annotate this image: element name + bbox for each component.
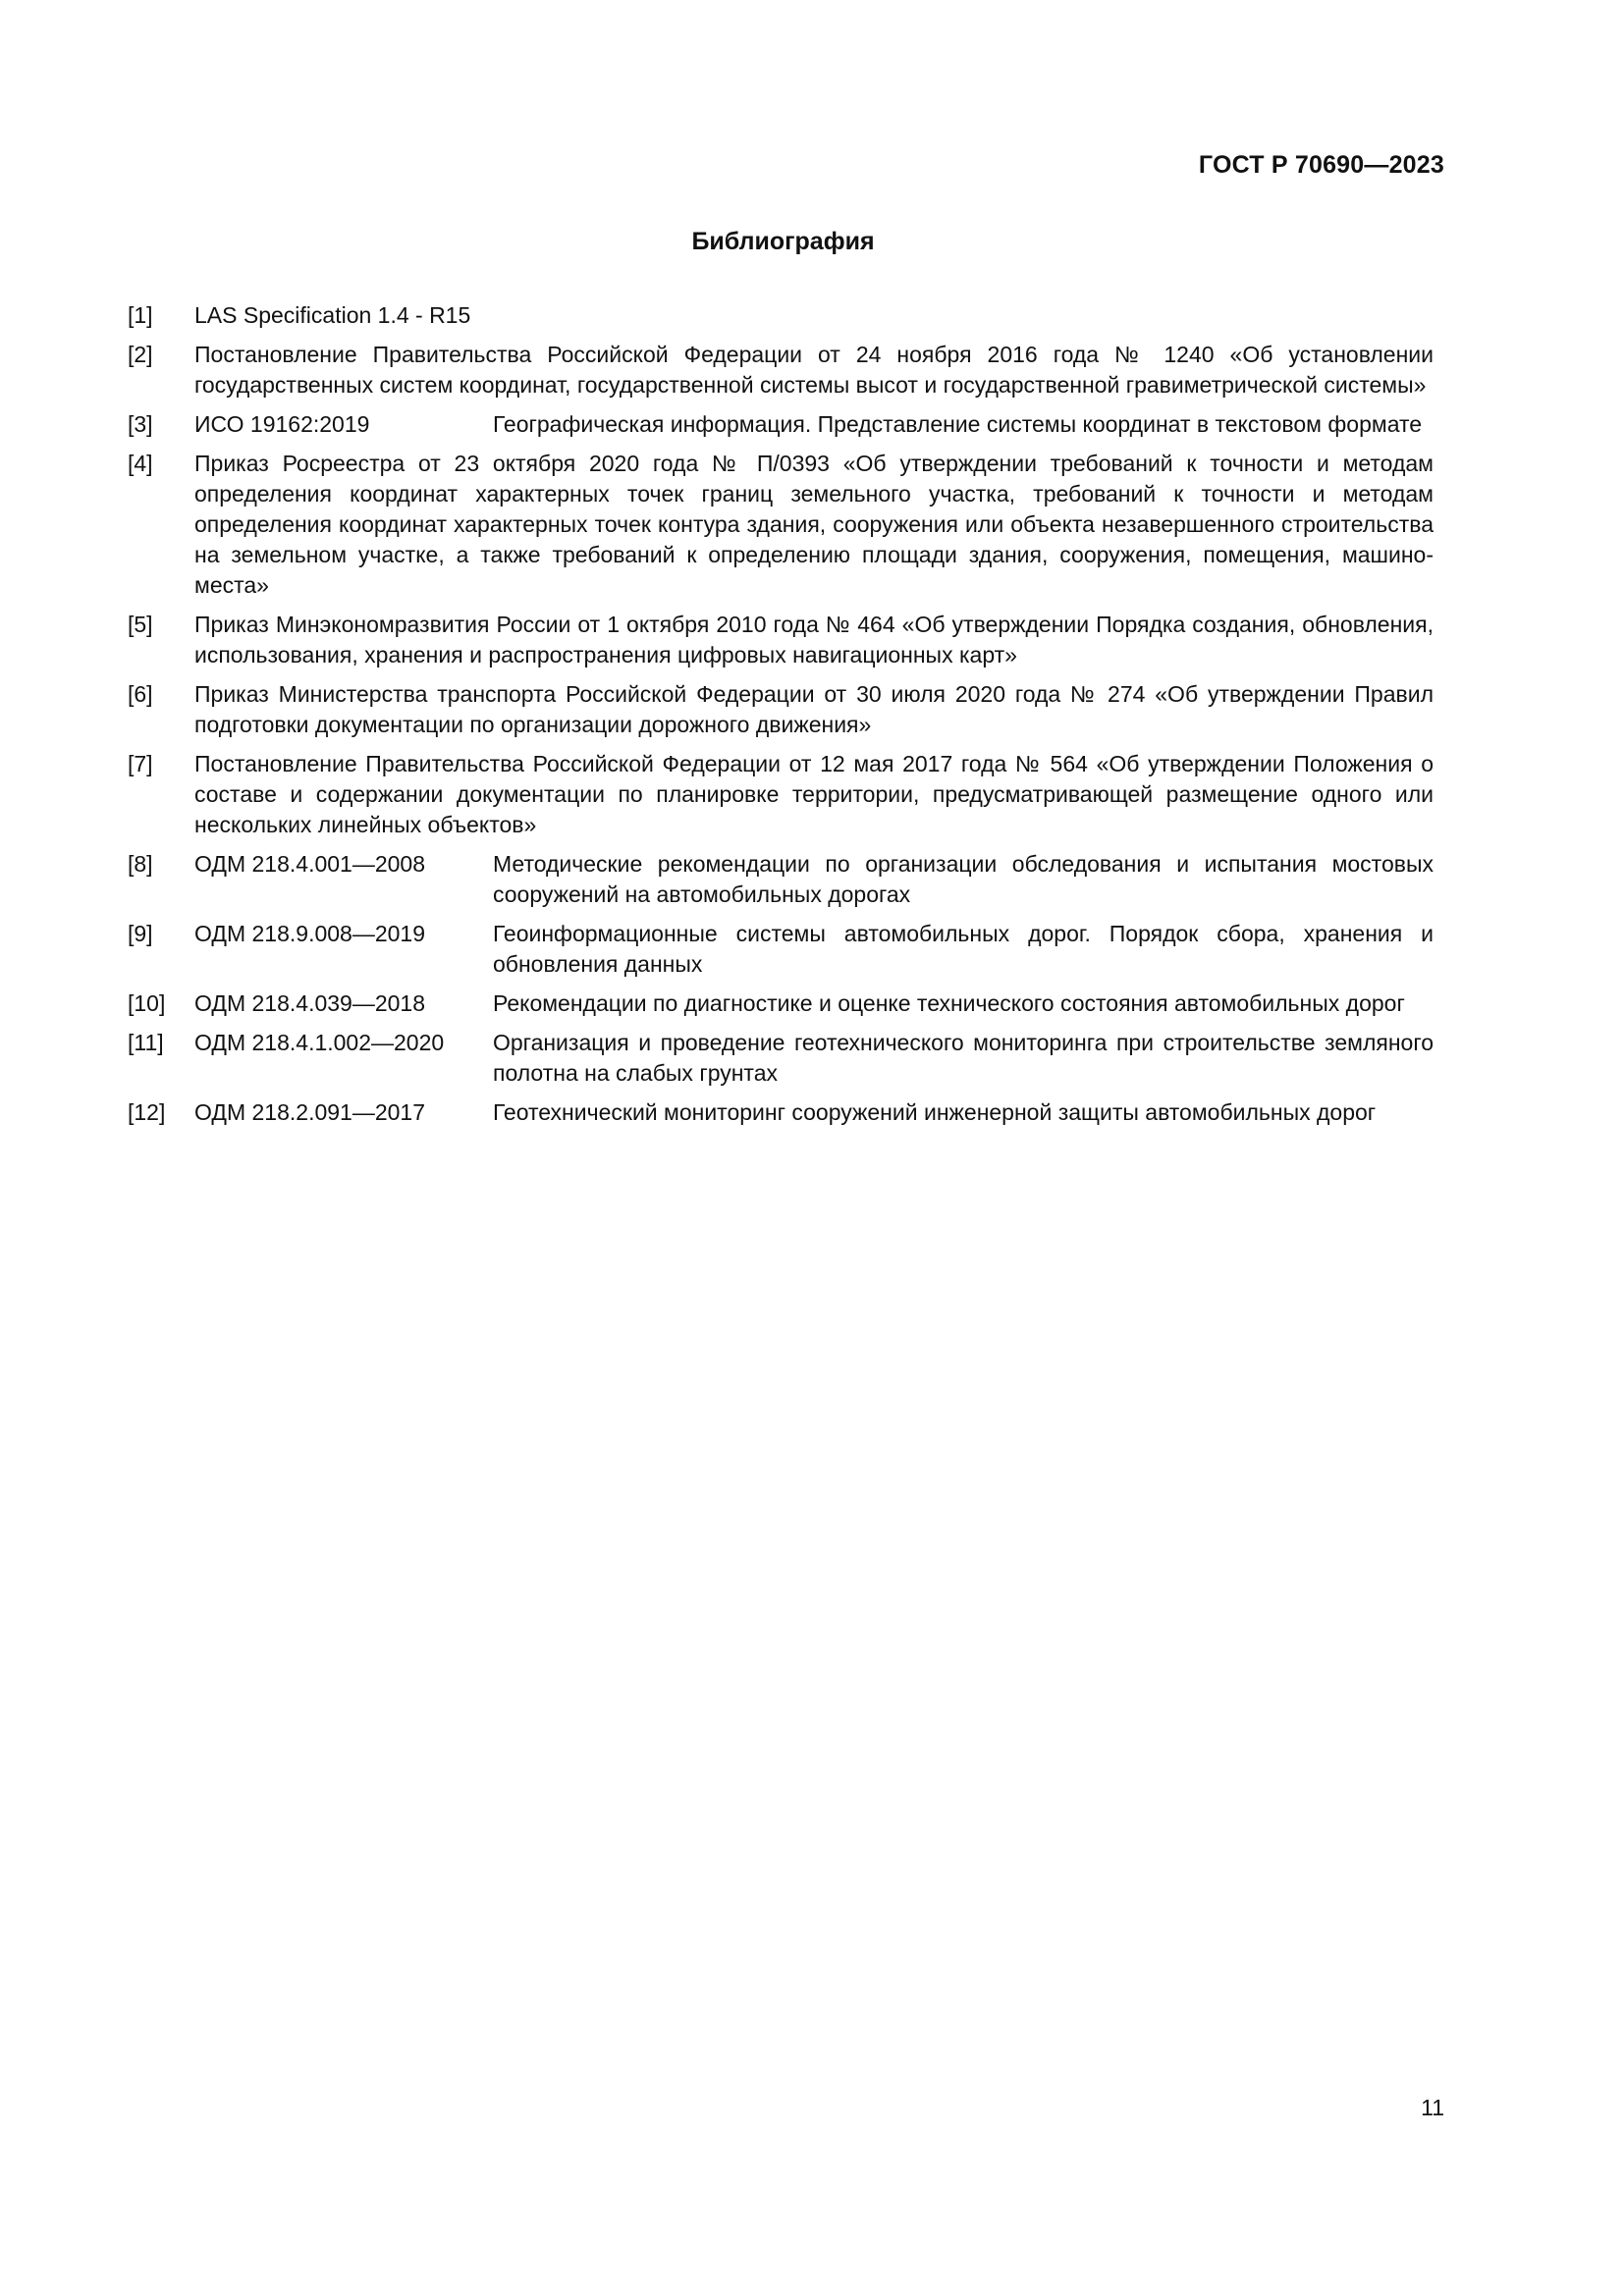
entry-number: [7] [128,751,153,776]
bibliography-entry [128,449,1434,601]
entry-code: ИСО 19162:2019 [194,411,370,437]
entry-title: Географическая информация. Представление системы координат в текстовом формате [493,411,1423,437]
entry-number: [11] [128,1030,164,1055]
entry-number: [9] [128,921,153,946]
entry-text: Приказ Росреестра от 23 октября 2020 года № П/0393 «Об утверждении требований к точности и методам определения координат характерных точек границ земельного участка, требований к точности и методам определения координат характерных точек контура здания, сооружения или объекта незавершенного строительства на земельном участке, а также требований к определению площади здания, сооружения, помещения, машино-места» [194,451,1434,598]
entry-code: ОДМ 218.9.008—2019 [194,921,425,946]
bibliography-entry [128,300,1434,331]
bibliography-entry [128,1097,1434,1128]
entry-title: Геотехнический мониторинг сооружений инженерной защиты автомобильных дорог [493,1099,1377,1125]
entry-text: Постановление Правительства Российской Федерации от 24 ноября 2016 года № 1240 «Об установлении государственных систем координат, государственной системы высот и государственной гравиметрической системы» [194,342,1434,398]
entry-text: LAS Specification 1.4 - R15 [194,302,471,328]
bibliography-entry [128,849,1434,910]
entry-title: Рекомендации по диагностике и оценке технического состояния автомобильных дорог [493,990,1405,1016]
bibliography-entry [128,988,1434,1019]
bibliography-entry [128,919,1434,980]
entry-title: Геоинформационные системы автомобильных дорог. Порядок сбора, хранения и обновления данных [493,921,1434,977]
bibliography-entry [128,1028,1434,1089]
entry-number: [2] [128,342,153,367]
bibliography-entry [128,340,1434,400]
entry-number: [8] [128,851,153,877]
entry-text: Постановление Правительства Российской Федерации от 12 мая 2017 года № 564 «Об утверждении Положения о составе и содержании документации по планировке территории, предусматривающей размещение одного или нескольких линейных объектов» [194,751,1434,837]
entry-text: Приказ Минэкономразвития России от 1 октября 2010 года № 464 «Об утверждении Порядка создания, обновления, использования, хранения и распространения цифровых навигационных карт» [194,612,1434,667]
entry-code: ОДМ 218.4.1.002—2020 [194,1030,445,1055]
entry-number: [10] [128,990,166,1016]
document-code: ГОСТ Р 70690—2023 [1198,151,1444,179]
entry-number: [5] [128,612,153,637]
section-title: Библиография [691,228,875,255]
entry-number: [3] [128,411,153,437]
entry-number: [12] [128,1099,166,1125]
bibliography-entry [128,409,1434,440]
entry-number: [6] [128,681,153,707]
page-number: 11 [1421,2095,1444,2120]
bibliography-entry [128,679,1434,740]
bibliography-entry [128,749,1434,840]
entry-text: Приказ Министерства транспорта Российской Федерации от 30 июля 2020 года № 274 «Об утверждении Правил подготовки документации по организации дорожного движения» [194,681,1434,737]
entry-code: ОДМ 218.4.001—2008 [194,851,425,877]
entry-title: Методические рекомендации по организации обследования и испытания мостовых сооружений на автомобильных дорогах [493,851,1434,907]
entry-title: Организация и проведение геотехнического мониторинга при строительстве земляного полотна на слабых грунтах [493,1030,1434,1086]
entry-number: [4] [128,451,153,476]
entry-number: [1] [128,302,153,328]
bibliography-list [128,300,1434,1137]
entry-code: ОДМ 218.2.091—2017 [194,1099,425,1125]
entry-code: ОДМ 218.4.039—2018 [194,990,425,1016]
bibliography-entry [128,610,1434,670]
